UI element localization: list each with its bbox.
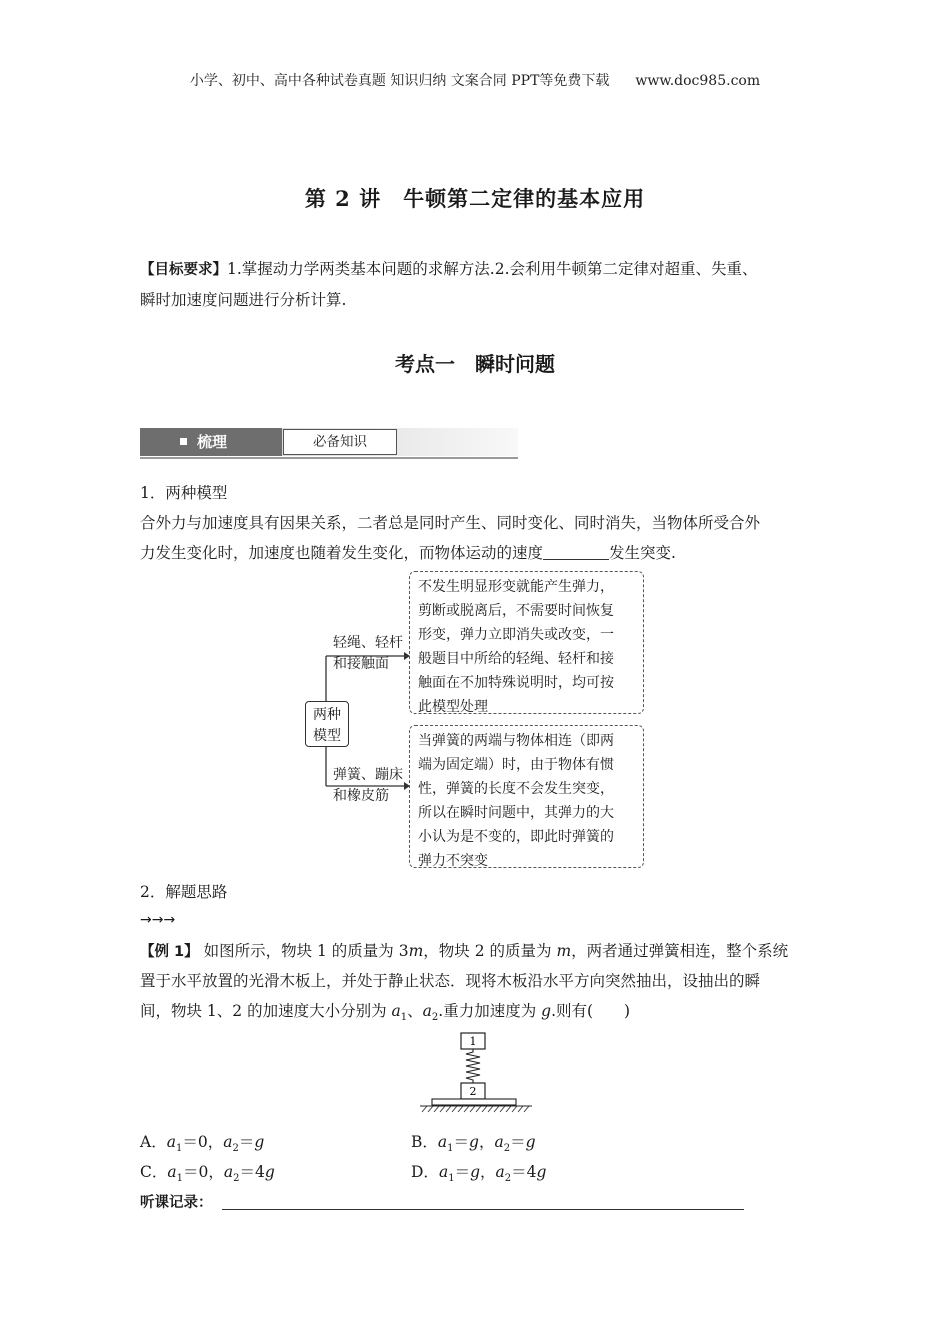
section-title: 考点一 瞬时问题: [395, 352, 555, 376]
example-line-2: 置于水平放置的光滑木板上，并处于静止状态．现将木板沿水平方向突然抽出，设抽出的瞬: [140, 972, 761, 990]
spring-blocks-figure: [418, 1030, 536, 1116]
branch-2-label: 弹簧、蹦床 和橡皮筋: [333, 767, 403, 804]
option-a[interactable]: A．$a_1=0$，$a_2=g$: [140, 1133, 265, 1155]
page-title: 第 2 讲 牛顿第二定律的基本应用: [304, 186, 646, 211]
board: [432, 1099, 516, 1105]
item1-line-1: 合外力与加速度具有因果关系，二者总是同时产生、同时变化、同时消失，当物体所受合外: [140, 514, 761, 532]
option-c[interactable]: C．$a_1=0$，$a_2=4g$: [140, 1163, 275, 1185]
goal-line-2: 瞬时加速度问题进行分析计算.: [140, 291, 347, 309]
notes-label: 听课记录：: [140, 1195, 213, 1211]
option-d[interactable]: D．$a_1=g$，$a_2=4g$: [411, 1163, 547, 1185]
diagram-center-node: 两种 模型: [305, 701, 349, 747]
example-line-3: 间，物块 1、2 的加速度大小分别为 $a_1$、$a_2$.重力加速度为 g.则有( ): [140, 1002, 631, 1024]
header-text: 小学、初中、高中各种试卷真题 知识归纳 文案合同 PPT等免费下载: [189, 73, 610, 89]
solution-arrows: →→→: [140, 912, 176, 928]
block-1-label: 1: [469, 1035, 477, 1048]
spring: [466, 1049, 480, 1083]
block-2-label: 2: [469, 1085, 477, 1098]
ground-hatch: [422, 1106, 529, 1112]
branch-1-label: 轻绳、轻杆 和接触面: [333, 635, 403, 672]
option-b[interactable]: B．$a_1=g$，$a_2=g$: [411, 1133, 536, 1155]
example-line-1: 【例 1】 如图所示，物块 1 的质量为 3m，物块 2 的质量为 m，两者通过弹簧相连，整个系统: [140, 942, 789, 960]
example-label: 【例 1】: [140, 944, 199, 960]
banner-tag: 必备知识: [283, 429, 397, 455]
item1-line-2: 力发生变化时，加速度也随着发生变化，而物体运动的速度 发生突变.: [140, 544, 676, 562]
item1-heading: 1．两种模型: [140, 484, 228, 502]
model-box-1: 不发生明显形变就能产生弹力， 剪断或脱离后，不需要时间恢复 形变，弹力立即消失或改变，一 般题目中所给的轻绳、轻杆和接 触面在不加特殊说明时，均可按 此模型处理: [409, 571, 644, 714]
goal-label: 【目标要求】: [140, 262, 227, 278]
goal-line-1: 【目标要求】1.掌握动力学两类基本问题的求解方法.2.会利用牛顿第二定律对超重、失重、: [140, 260, 758, 278]
item2-heading: 2．解题思路: [140, 883, 228, 901]
banner-left-label: 梳理: [197, 433, 228, 451]
model-box-2: 当弹簧的两端与物体相连（即两 端为固定端）时，由于物体有惯 性，弹簧的长度不会发生突变， 所以在瞬时问题中，其弹力的大 小认为是不变的，即此时弹簧的 弹力不突变: [409, 725, 644, 868]
header-url[interactable]: www.doc985.com: [635, 73, 761, 89]
notes-line[interactable]: [222, 1209, 744, 1210]
